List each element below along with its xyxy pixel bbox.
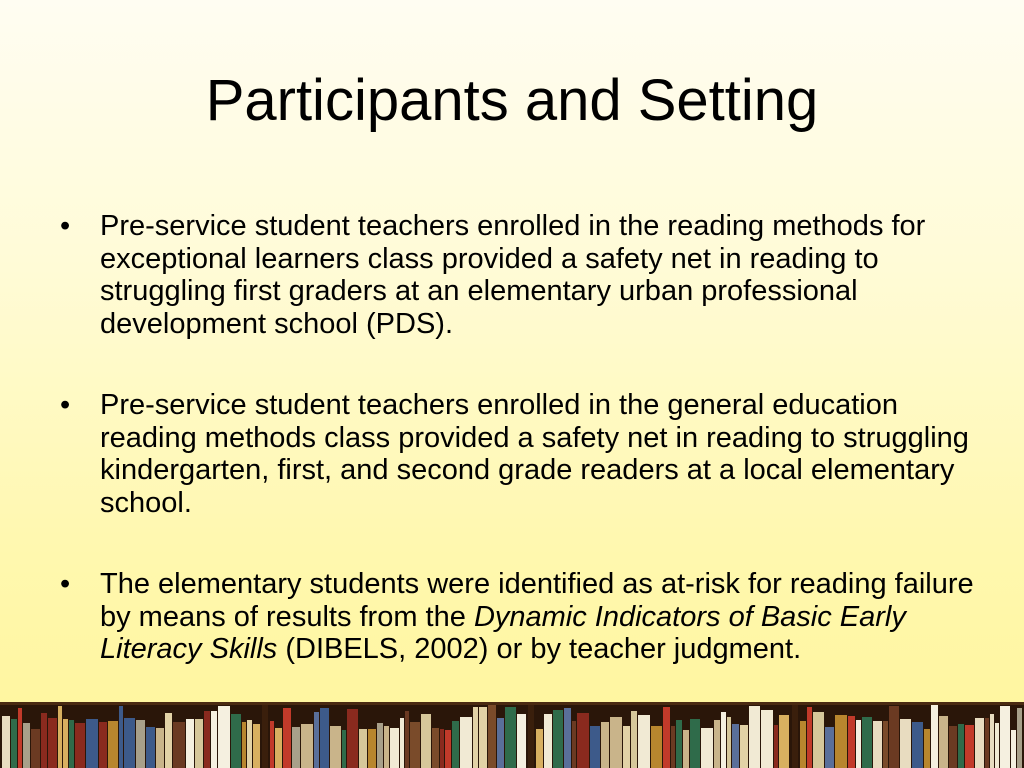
book-spine xyxy=(564,708,571,768)
shelf-board xyxy=(0,702,1024,705)
book-spine xyxy=(701,728,713,768)
book-spine xyxy=(460,717,472,768)
bullet-text: Pre-service student teachers enrolled in the reading methods for exceptional learners class provided a safety net in reading to struggling first graders at an elementary urban professional development school (PDS). xyxy=(100,210,926,340)
book-spine xyxy=(410,722,420,768)
book-spine xyxy=(48,718,57,768)
shelf-divider xyxy=(262,702,268,768)
book-spine xyxy=(995,723,999,768)
slide-title: Participants and Setting xyxy=(205,68,819,133)
book-spine xyxy=(400,718,404,768)
book-spine xyxy=(949,726,957,768)
book-spine xyxy=(247,720,252,768)
book-spine xyxy=(975,718,984,768)
book-spine xyxy=(432,728,439,768)
book-spine xyxy=(124,718,135,768)
bullet-marker: • xyxy=(60,389,71,421)
shelf-divider xyxy=(792,702,798,768)
book-spine xyxy=(663,707,670,768)
book-spine xyxy=(488,705,496,768)
book-spine xyxy=(440,729,444,768)
book-spine xyxy=(505,707,516,768)
book-spine xyxy=(683,730,689,768)
book-spine xyxy=(204,711,210,768)
book-spine xyxy=(368,729,376,768)
book-spine xyxy=(497,718,504,768)
book-spine xyxy=(41,713,47,768)
book-spine xyxy=(330,726,341,768)
book-spine xyxy=(218,706,230,768)
book-spine xyxy=(807,707,812,768)
book-spine xyxy=(69,720,74,768)
book-spine xyxy=(727,717,731,768)
book-spine xyxy=(270,721,274,768)
book-spine xyxy=(99,722,107,768)
book-spine xyxy=(732,724,739,768)
book-spine xyxy=(544,714,552,768)
bullet-text-italic: Dynamic Indicators of Basic Early Literacy Skills xyxy=(100,600,906,665)
bookshelf-image xyxy=(0,702,1024,768)
book-spine xyxy=(2,716,10,768)
book-spine xyxy=(390,728,399,768)
book-spine xyxy=(253,724,260,768)
book-spine xyxy=(421,714,431,768)
book-spine xyxy=(924,729,930,768)
book-spine xyxy=(676,720,682,768)
book-spine xyxy=(211,711,217,768)
book-spine xyxy=(883,721,888,768)
book-spine xyxy=(195,719,203,768)
book-spine xyxy=(342,730,346,768)
book-spine xyxy=(314,712,319,768)
book-spine xyxy=(377,723,383,768)
book-spine xyxy=(445,730,451,768)
book-spine xyxy=(63,719,68,768)
book-spine xyxy=(283,708,291,768)
book-spine xyxy=(985,718,989,768)
book-spine xyxy=(186,719,194,768)
book-spine xyxy=(721,712,726,768)
bullet-item-3 xyxy=(56,568,976,666)
book-spine xyxy=(18,708,22,768)
book-spine xyxy=(856,720,861,768)
book-spine xyxy=(75,723,85,768)
book-spine xyxy=(359,729,367,768)
book-spine xyxy=(146,727,155,768)
book-spine xyxy=(671,726,675,768)
bullet-item-1 xyxy=(56,210,976,340)
book-spine xyxy=(452,721,459,768)
book-spine xyxy=(931,705,938,768)
book-spine xyxy=(690,719,700,768)
bullet-text: Pre-service student teachers enrolled in the general education reading methods class provided a safety net in reading to struggling kindergarten, first, and second grade readers at a local elementary school. xyxy=(100,389,969,519)
book-spine xyxy=(590,726,600,768)
book-spine xyxy=(835,715,847,768)
book-spine xyxy=(275,728,282,768)
book-spine xyxy=(136,720,145,768)
book-spine xyxy=(577,713,589,768)
bullet-text-start: The elementary students were identified as at-risk for reading failure by means of results from the xyxy=(100,568,974,633)
book-spine xyxy=(165,713,172,768)
book-spine xyxy=(58,706,62,768)
book-spine xyxy=(242,722,246,768)
book-spine xyxy=(572,721,576,768)
book-spine xyxy=(965,725,974,768)
book-spine xyxy=(900,719,911,768)
book-spine xyxy=(536,729,543,768)
book-spine xyxy=(347,709,358,768)
bullet-item-2 xyxy=(56,389,976,519)
book-spine xyxy=(119,706,123,768)
book-spine xyxy=(610,717,622,768)
book-spine xyxy=(86,719,98,768)
book-spine xyxy=(1017,708,1022,768)
book-spine xyxy=(173,722,185,768)
book-spine xyxy=(761,710,773,768)
book-spine xyxy=(862,717,872,768)
book-spine xyxy=(553,710,563,768)
book-spine xyxy=(848,716,855,768)
book-spine xyxy=(23,723,30,768)
book-spine xyxy=(740,725,748,768)
book-spine xyxy=(958,724,964,768)
book-spine xyxy=(912,722,923,768)
book-spine xyxy=(31,729,40,768)
book-spine xyxy=(825,727,834,768)
book-spine xyxy=(320,708,329,768)
book-spine xyxy=(1000,706,1010,768)
book-spine xyxy=(631,711,637,768)
book-spine xyxy=(800,721,806,768)
book-spine xyxy=(774,725,778,768)
book-spine xyxy=(939,716,948,768)
book-spine xyxy=(108,721,118,768)
book-spine xyxy=(231,714,241,768)
book-spine xyxy=(301,724,313,768)
book-spine xyxy=(1011,730,1016,768)
book-spine xyxy=(638,715,650,768)
shelf-divider xyxy=(528,702,534,768)
book-spine xyxy=(623,726,630,768)
bullet-list xyxy=(56,210,976,715)
book-spine xyxy=(779,715,789,768)
book-spine xyxy=(292,727,300,768)
book-spine xyxy=(473,707,478,768)
bullet-marker: • xyxy=(60,568,71,600)
book-spine xyxy=(813,712,824,768)
book-spine xyxy=(405,711,409,768)
book-spine xyxy=(384,726,389,768)
book-spine xyxy=(651,726,662,768)
book-spine xyxy=(601,722,609,768)
book-spine xyxy=(889,706,899,768)
bullet-text-end: (DIBELS, 2002) or by teacher judgment. xyxy=(277,633,802,665)
bookshelf-graphic xyxy=(0,702,1024,768)
bullet-marker: • xyxy=(60,210,71,242)
book-spine xyxy=(749,706,760,768)
book-spine xyxy=(873,721,882,768)
book-spine xyxy=(990,714,994,768)
book-spine xyxy=(156,728,164,768)
book-spine xyxy=(714,720,720,768)
book-spine xyxy=(11,719,17,768)
book-spine xyxy=(479,707,487,768)
book-spine xyxy=(517,714,526,768)
